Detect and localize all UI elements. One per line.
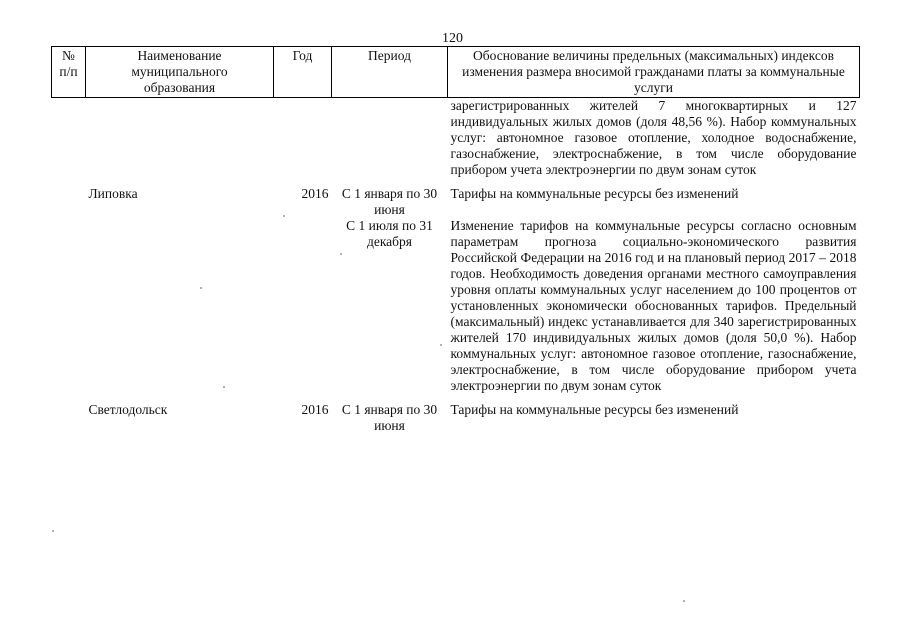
table-row (52, 402, 860, 434)
row-basis: Тарифы на коммунальные ресурсы без изменений (450, 402, 739, 417)
scan-speck (440, 344, 442, 346)
table-row (52, 218, 860, 394)
row-year (274, 218, 332, 394)
row-year: 2016 (301, 186, 329, 201)
scan-speck (683, 600, 685, 602)
page-number: 120 (442, 31, 463, 46)
row-period (332, 98, 448, 179)
row-period: С 1 июля по 31 декабря (346, 218, 433, 249)
table-row (52, 186, 860, 218)
scan-speck (223, 386, 225, 388)
row-num (52, 98, 86, 179)
row-basis: Изменение тарифов на коммунальные ресурсы согласно основным параметрам прогноза социально-экономического развития Российской Федерации на 2016 год и на плановый период 2017 – 2018 годов. Необходимость доведения органами местного самоуправления уровня оплаты коммунальных услуг населением до 100 процентов от установленных экономически обоснованных тарифов. Предельный (максимальный) индекс устанавливается для 340 зарегистрированных жителей 170 индивидуальных жилых домов (доля 50,0 %). Набор коммунальных услуг: автономное газовое отопление, газоснабжение, электроснабжение, в том числе оборудование прибором учета электроэнергии по двум зонам суток (450, 218, 857, 393)
row-basis: Тарифы на коммунальные ресурсы без изменений (450, 186, 739, 201)
row-name: Светлодольск (88, 402, 168, 417)
row-year (274, 98, 332, 179)
header-num: № п/п (52, 47, 86, 98)
header-period: Период (332, 47, 448, 98)
tariff-table (51, 46, 860, 434)
scan-speck (200, 287, 202, 289)
header-year: Год (274, 47, 332, 98)
header-basis: Обоснование величины предельных (максимальных) индексов изменения размера вносимой гражданами платы за коммунальные услуги (448, 47, 860, 98)
table-header-row (52, 47, 860, 98)
row-year: 2016 (301, 402, 329, 417)
header-name: Наименование муниципального образования (86, 47, 274, 98)
row-name (86, 218, 274, 394)
row-num (52, 402, 86, 434)
row-name: Липовка (88, 186, 138, 201)
row-period: С 1 января по 30 июня (341, 186, 438, 217)
scan-speck (283, 215, 285, 217)
row-name (86, 98, 274, 179)
row-num (52, 186, 86, 218)
row-period: С 1 января по 30 июня (341, 402, 438, 433)
scan-speck (52, 530, 54, 532)
table-row (52, 98, 860, 179)
row-num (52, 218, 86, 394)
row-basis: зарегистрированных жителей 7 многоквартирных и 127 индивидуальных жилых домов (доля 48,56 %). Набор коммунальных услуг: автономное газовое отопление, холодное водоснабжение, газоснабжение, электроснабжение, в том числе оборудование прибором учета электроэнергии по двум зонам суток (450, 98, 857, 177)
scan-speck (340, 253, 342, 255)
